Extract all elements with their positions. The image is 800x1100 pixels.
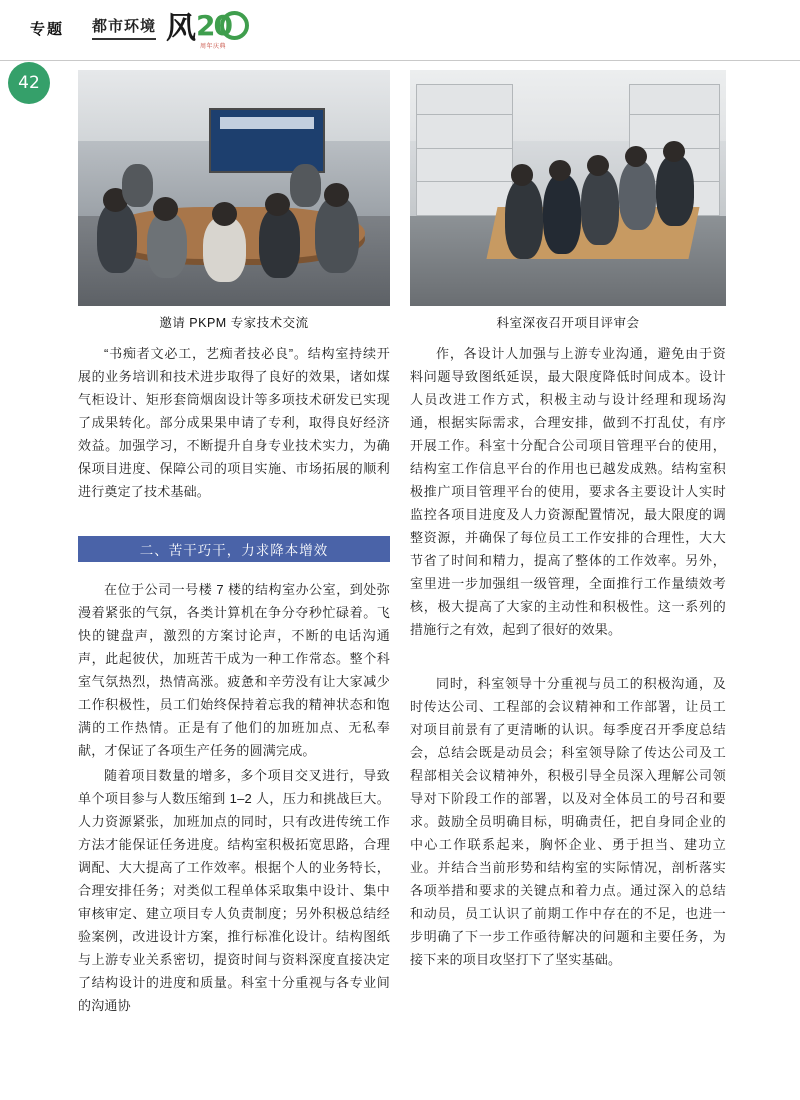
paragraph: 同时，科室领导十分重视与员工的积极沟通，及时传达公司、工程部的会议精神和工作部署，让员工对项目前景有了更清晰的认识。每季度召开季度总结会，总结会既是动员会；科室领导除了传达公司及工程部相关会议精神外，积极引导全员深入理解公司领导对下阶段工作的部署，以及对全体员工的号召和要求。鼓励全员明确目标，明确责任，把自身同企业的中心工作联系起来，胸怀企业、勇于担当、建功立业。并结合当前形势和结构室的实际情况，剖析落实各项举措和要求的关键点和着力点。通过深入的总结和动员，员工认识了前期工作中存在的不足，也进一步明确了下一步工作亟待解决的问题和主要任务，为接下来的项目攻坚打下了坚实基础。 (410, 676, 726, 967)
photo-meeting-pkpm-scene (78, 70, 390, 306)
photo-night-review-caption: 科室深夜召开项目评审会 (496, 316, 640, 330)
paragraph: “书痴者文必工，艺痴者技必良”。结构室持续开展的业务培训和技术进步取得了良好的效果，诸如煤气柜设计、矩形套筒烟囱设计等多项技术研发已实现了成果转化。部分成果果申请了专利，取得良好经济效益。加强学习，不断提升自身专业技术实力，为确保项目进度、保障公司的项目实施、市场拓展的顺利进行奠定了技术基础。 (78, 346, 390, 499)
anniversary-number: 20 (196, 9, 231, 42)
photo-meeting-pkpm-caption: 邀请 PKPM 专家技术交流 (159, 316, 309, 330)
paragraph: 随着项目数量的增多，多个项目交叉进行，导致单个项目参与人数压缩到 1–2 人，压力和挑战巨大。人力资源紧张，加班加点的同时，只有改进传统工作方法才能保证任务进度。结构室积极拓宽思路，合理调配、大大提高了工作效率。根据个人的业务特长，合理安排任务；对类似工程单体采取集中设计、集中审核审定、建立项目专人负责制度；另外积极总结经验案例，改进设计方案，推行标准化设计。结构图纸与上游专业关系密切，提资时间与资料深度直接决定了结构设计的进度和质量。科室十分重视与各专业间的沟通协 (78, 768, 390, 1013)
page-header (0, 0, 800, 62)
anniversary-ring-icon (220, 11, 249, 40)
section-tag: 专题 (30, 21, 65, 38)
photo-night-review-scene (410, 70, 726, 306)
photo-meeting-pkpm (78, 70, 390, 306)
paragraph: 作，各设计人加强与上游专业沟通，避免由于资料问题导致图纸延误，最大限度降低时间成本。设计人员改进工作方式，积极主动与设计经理和现场沟通，根据实际需求，合理安排，做到不打乱仗，有序开展工作。科室十分配合公司项目管理平台的使用，结构室工作信息平台的作用也已越发成熟。结构室积极推广项目管理平台的使用，要求各主要设计人实时监控各项目进度及人力资源配置情况，最大限度的调整资源，并确保了每位员工工作安排的合理性，大大节省了时间和精力，提高了整体的工作效率。另外，室里进一步加强组一级管理，全面推行工作量绩效考核，极大提高了大家的主动性和积极性。这一系列的措施行之有效，起到了很好的效果。 (410, 346, 726, 637)
left-column-part1 (78, 342, 390, 503)
left-column-part2 (78, 578, 390, 1017)
masthead (92, 11, 197, 46)
anniversary-subtitle: 周年庆典 (200, 44, 227, 50)
section-subheading: 二、苦干巧干，力求降本增效 (78, 536, 390, 562)
paragraph: 在位于公司一号楼 7 楼的结构室办公室，到处弥漫着紧张的气氛，各类计算机在争分夺秒忙碌着。飞快的键盘声，激烈的方案讨论声，不断的电话沟通声，此起彼伏，加班苦干成为一种工作常态。整个科室气氛热烈，热情高涨。疲惫和辛劳没有让大家减少工作积极性，员工们始终保持着忘我的精神状态和饱满的工作热情。正是有了他们的加班加点、无私奉献，才保证了各项生产任务的圆满完成。 (78, 582, 390, 758)
masthead-title-cn: 都市环境 (92, 19, 156, 40)
right-column-part1 (410, 342, 726, 641)
photo-night-review (410, 70, 726, 306)
page-number-badge: 42 (8, 62, 50, 104)
right-column-part2 (410, 672, 726, 971)
anniversary-badge (196, 10, 258, 54)
header-divider (0, 60, 800, 61)
masthead-logo-glyph: 风 (166, 11, 197, 46)
